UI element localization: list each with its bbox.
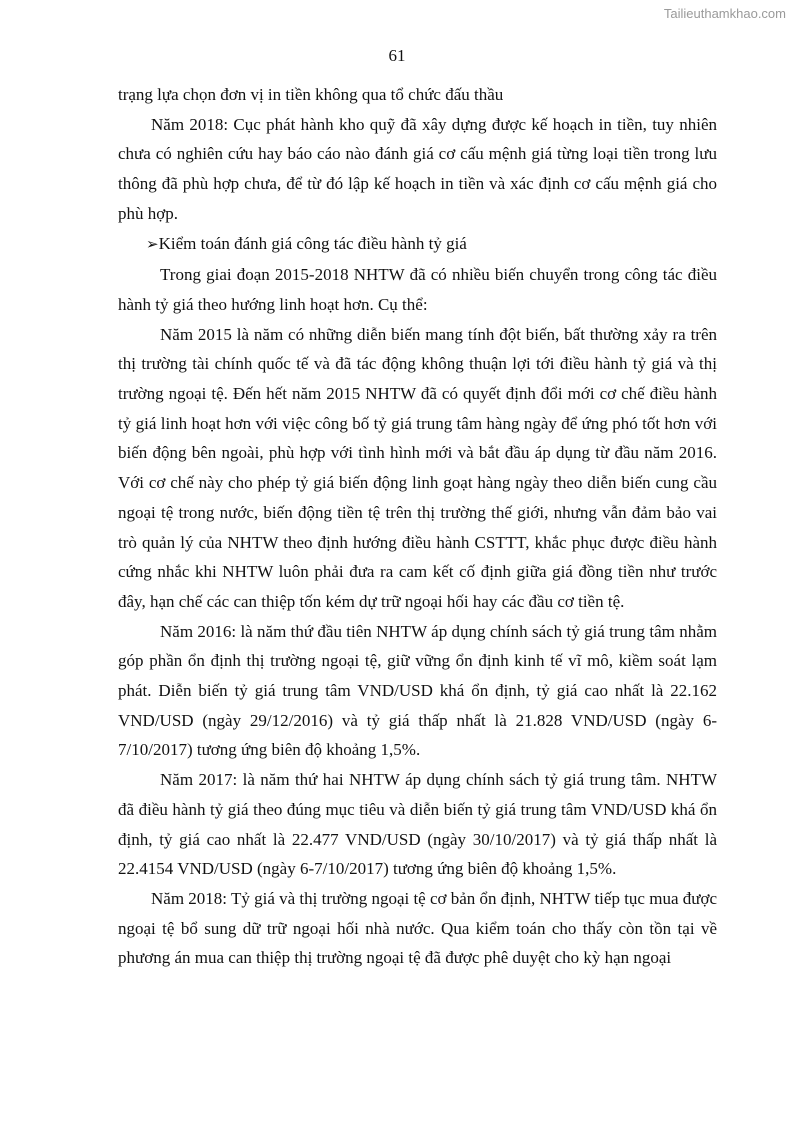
paragraph-2018-exchange: Năm 2018: Tỷ giá và thị trường ngoại tệ cơ bản ổn định, NHTW tiếp tục mua được ngoại tệ bổ sung dữ trữ ngoại hối nhà nước. Qua kiểm toán cho thấy còn tồn tại về phương án mua can thiệp thị trường ngoại tệ đã được phê duyệt cho kỳ hạn ngoại: [118, 888, 717, 968]
paragraph-2017: Năm 2017: là năm thứ hai NHTW áp dụng chính sách tỷ giá trung tâm. NHTW đã điều hành tỷ giá theo đúng mục tiêu và diễn biến tỷ giá trung tâm VND/USD khá ổn định, tỷ giá cao nhất là 22.477 VND/USD (ngày 30/10/2017) và tỷ giá thấp nhất là 22.4154 VND/USD (ngày 6-7/10/2017) tương ứng biên độ khoảng 1,5%.: [118, 770, 717, 879]
page-number: 61: [388, 46, 406, 65]
paragraph-2016: Năm 2016: là năm thứ đầu tiên NHTW áp dụng chính sách tỷ giá trung tâm nhằm góp phần ổn định thị trường ngoại tệ, giữ vững ổn định kinh tế vĩ mô, kiềm soát lạm phát. Diễn biến tỷ giá trung tâm VND/USD khá ổn định, tỷ giá cao nhất là 22.162 VND/USD (ngày 29/12/2016) và tỷ giá thấp nhất là 21.828 VND/USD (ngày 6-7/10/2017) tương ứng biên độ khoảng 1,5%.: [118, 621, 717, 760]
section-heading-text: Kiểm toán đánh giá công tác điều hành tỷ giá: [158, 233, 467, 253]
paragraph-intro: Trong giai đoạn 2015-2018 NHTW đã có nhiều biến chuyển trong công tác điều hành tỷ giá theo hướng linh hoạt hơn. Cụ thể:: [118, 265, 717, 314]
section-heading: [118, 229, 717, 261]
paragraph-continuation: trạng lựa chọn đơn vị in tiền không qua tổ chức đấu thầu: [118, 85, 504, 104]
paragraph-2015: Năm 2015 là năm có những diễn biến mang tính đột biến, bất thường xảy ra trên thị trường tài chính quốc tế và đã tác động không thuận lợi tới điều hành tỷ giá và thị trường ngoại tệ. Đến hết năm 2015 NHTW đã có quyết định đổi mới cơ chế điều hành tỷ giá linh hoạt hơn với việc công bố tỷ giá trung tâm hàng ngày để ứng phó tốt hơn với biến động bên ngoài, phù hợp với tình hình mới và bắt đầu áp dụng từ đầu năm 2016. Với cơ chế này cho phép tỷ giá biến động linh goạt hàng ngày theo diễn biến cung cầu ngoại tệ trong nước, biến động tiền tệ trên thị trường thế giới, nhưng vẫn đảm bảo vai trò quản lý của NHTW theo định hướng điều hành CSTTT, khắc phục được điều hành cứng nhắc khi NHTW luôn phải đưa ra cam kết cố định giữa giá đồng tiền như trước đây, hạn chế các can thiệp tốn kém dự trữ ngoại hối hay các đầu cơ tiền tệ.: [118, 324, 717, 611]
watermark: Tailieuthamkhao.com: [663, 6, 786, 21]
paragraph-2018-printing: Năm 2018: Cục phát hành kho quỹ đã xây dựng được kế hoạch in tiền, tuy nhiên chưa có nghiên cứu hay báo cáo nào đánh giá cơ cấu mệnh giá từng loại tiền trong lưu thông đã phù hợp chưa, để từ đó lập kế hoạch in tiền và xác định cơ cấu mệnh giá cho phù hợp.: [118, 114, 717, 223]
arrow-right-icon: ➢: [146, 236, 159, 253]
document-body: [118, 80, 717, 973]
